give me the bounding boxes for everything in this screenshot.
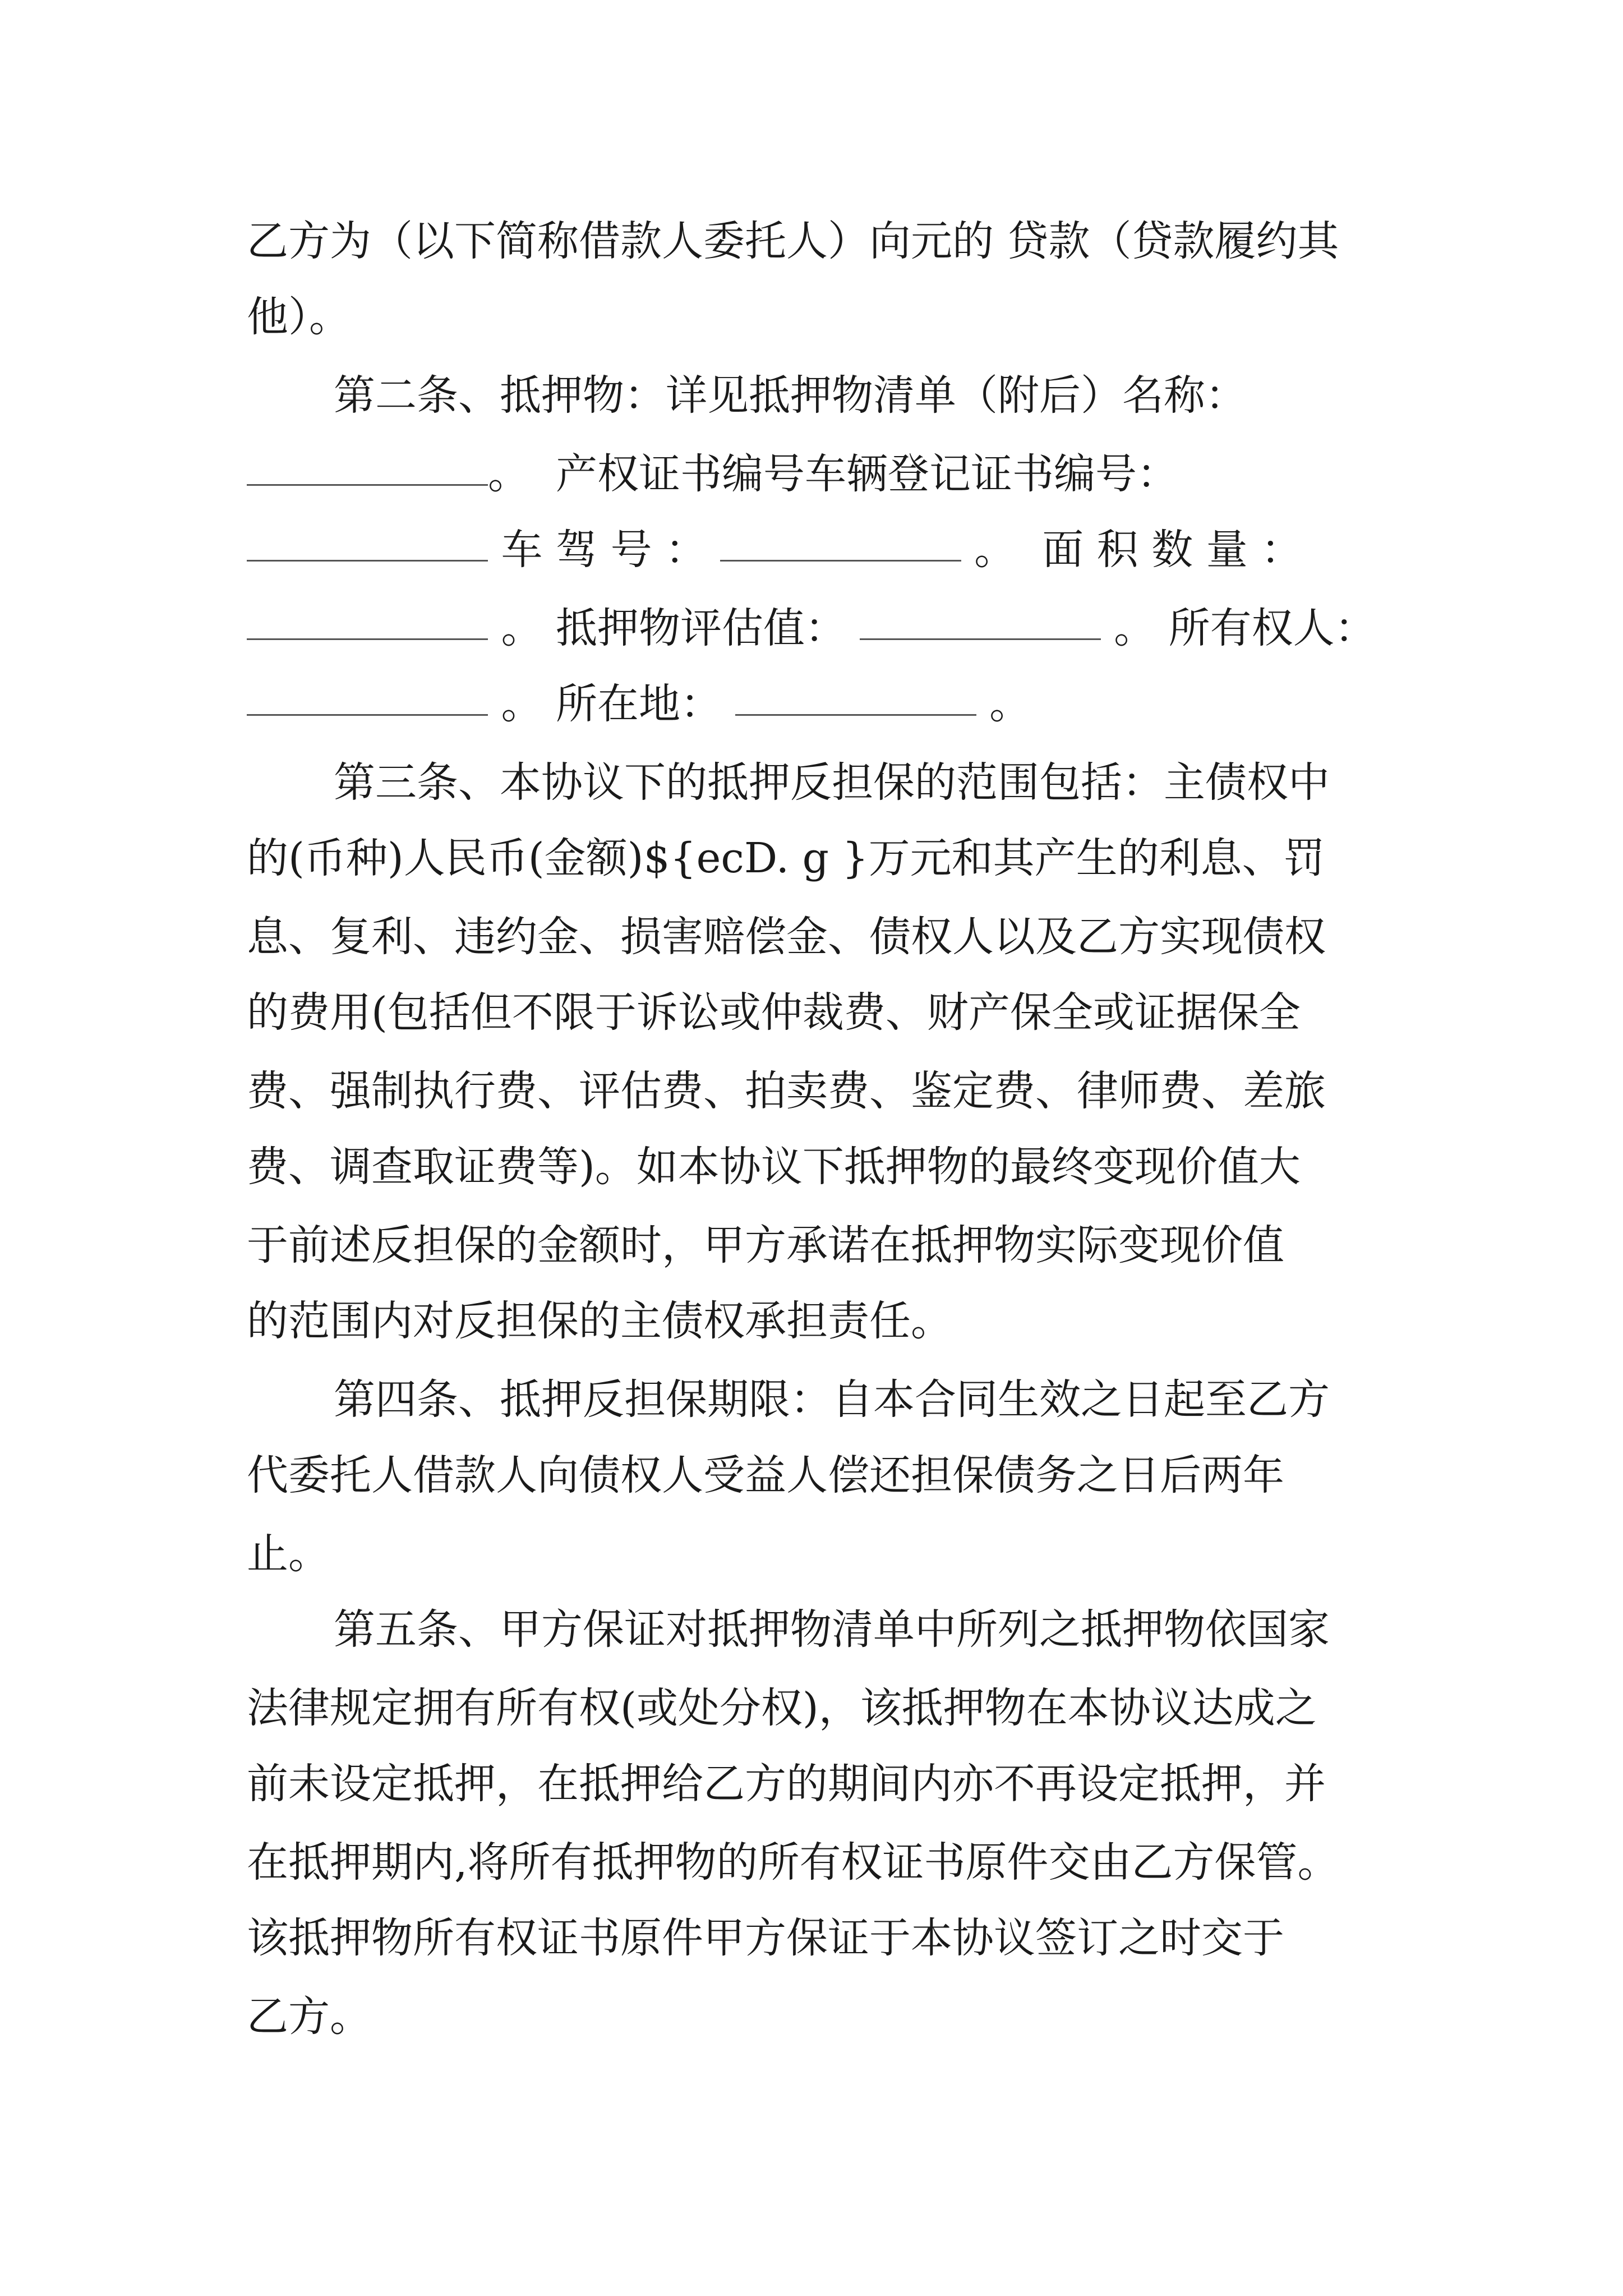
form-label: 车 驾 号 ： [501,526,707,574]
paragraph-line: 他）。 [247,293,351,341]
fill-blank[interactable] [247,714,488,716]
fill-blank[interactable] [720,560,961,562]
paragraph-line: 的费用(包括但不限于诉讼或仲裁费、财产保全或证据保全 [247,988,1301,1037]
form-label: 。 面 积 数 量 ： [974,526,1303,574]
paragraph-line: 前未设定抵押，在抵押给乙方的期间内亦不再设定抵押，并 [247,1760,1326,1808]
paragraph-line: 法律规定拥有所有权(或处分权)，该抵押物在本协议达成之 [247,1684,1317,1732]
paragraph-line: 第五条、甲方保证对抵押物清单中所列之抵押物依国家 [334,1605,1330,1654]
fill-blank[interactable] [860,638,1101,640]
form-label: 。 所有权人： [1114,604,1376,652]
paragraph-line: 第三条、本协议下的抵押反担保的范围包括：主债权中 [334,758,1330,807]
form-label: 。 产权证书编号车辆登记证书编号： [488,450,1179,498]
form-label: 。 所在地： [501,680,722,728]
paragraph-line: 该抵押物所有权证书原件甲方保证于本协议签订之时交于 [247,1914,1284,1962]
paragraph-line: 在抵押期内,将所有抵押物的所有权证书原件交由乙方保管。 [247,1838,1339,1887]
fill-blank[interactable] [247,484,488,486]
fill-blank[interactable] [735,714,976,716]
paragraph-line: 费、强制执行费、评估费、拍卖费、鉴定费、律师费、差旅 [247,1067,1326,1115]
article-2-heading: 第二条、抵押物：详见抵押物清单（附后）名称： [334,371,1247,420]
paragraph-line: 的范围内对反担保的主债权承担责任。 [247,1297,952,1345]
paragraph-line: 于前述反担保的金额时，甲方承诺在抵押物实际变现价值 [247,1221,1284,1269]
paragraph-line: 费、调查取证费等)。如本协议下抵押物的最终变现价值大 [247,1143,1301,1191]
paragraph-line: 乙方。 [247,1993,371,2041]
paragraph-line: 止。 [247,1530,330,1578]
form-line [247,446,1178,502]
fill-blank[interactable] [247,560,488,562]
paragraph-line: 代委托人借款人向债权人受益人偿还担保债务之日后两年 [247,1451,1284,1499]
form-line [247,600,1376,656]
form-label: 。 抵押物评估值： [501,604,847,652]
paragraph-line: 的(币种)人民币(金额)${ecD. g }万元和其产生的利息、罚 [247,834,1325,882]
paragraph-line: 第四条、抵押反担保期限：自本合同生效之日起至乙方 [334,1375,1330,1424]
form-line [247,676,1031,732]
paragraph-line: 息、复利、违约金、损害赔偿金、债权人以及乙方实现债权 [247,913,1326,961]
fill-blank[interactable] [247,638,488,640]
form-label: 。 [989,680,1031,728]
form-line [247,522,1302,578]
paragraph-line: 乙方为（以下简称借款人委托人）向元的 贷款（贷款履约其 [247,217,1339,265]
